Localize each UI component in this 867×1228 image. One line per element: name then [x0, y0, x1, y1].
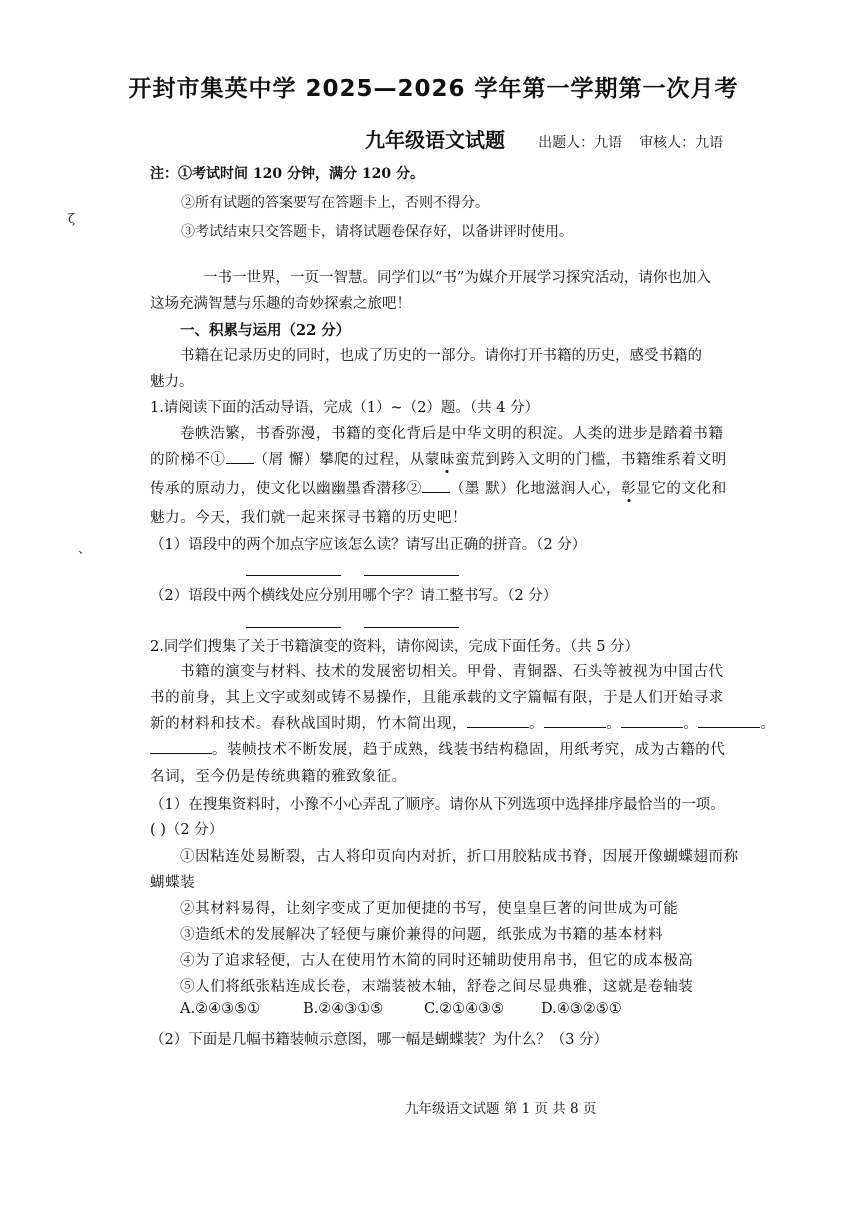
- choice-c[interactable]: C.②①④③⑤: [424, 1001, 505, 1017]
- author-label: 出题人：九语: [538, 135, 623, 151]
- scan-mark: ζ: [68, 212, 76, 227]
- text-run: （墨 默）化地滋润人心，: [449, 481, 622, 497]
- dotted-char-1: 昧: [439, 452, 456, 468]
- text-run: 显它的文化和: [636, 481, 727, 497]
- q2-passage-line-4: [150, 738, 725, 759]
- q1-passage-line-3: [150, 477, 727, 498]
- text-run: 。装帧技术不断发展，趋于成熟，线装书结构稳固，用纸考究，成为古籍的代: [212, 742, 726, 758]
- separator: 。: [760, 716, 776, 732]
- text-run: 蛮荒到跨入文明的门槛，书籍维系着文明: [455, 452, 727, 468]
- q1-passage-line-4: 魅力。今天，我们就一起来探寻书籍的历史吧！: [150, 510, 468, 526]
- choice-b[interactable]: B.②④③①⑤: [303, 1001, 384, 1017]
- q1-sub-1: （1）语段中的两个加点字应该怎么读？请写出正确的拼音。（2 分）: [150, 537, 587, 553]
- exam-subtitle: 九年级语文试题: [365, 128, 505, 152]
- separator: 。: [529, 716, 545, 732]
- intro-line-1: 一书一世界，一页一智慧。同学们以“书”为媒介开展学习探究活动，请你也加入: [203, 270, 711, 286]
- intro-line-2: 这场充满智慧与乐趣的奇妙探索之旅吧！: [150, 296, 411, 312]
- q2-passage-line-1: 书籍的演变与材料、技术的发展密切相关。甲骨、青铜器、石头等被视为中国古代: [180, 664, 724, 680]
- option-4: ④为了追求轻便，古人在使用竹木简的同时还辅助使用帛书，但它的成本极高: [180, 953, 694, 969]
- q2-sub-1-answer[interactable]: ( )（2 分）: [150, 822, 224, 838]
- option-1-line-1: ①因粘连处易断裂，古人将印页向内对折，折口用胶粘成书脊，因展开像蝴蝶翅而称: [180, 849, 739, 865]
- section-1-heading: 一、积累与运用（22 分）: [180, 322, 351, 339]
- q1-sub-2: （2）语段中两个横线处应分别用哪个字？请工整书写。（2 分）: [150, 588, 558, 604]
- answer-line[interactable]: [246, 575, 341, 576]
- fill-blank-2[interactable]: [422, 478, 450, 493]
- sentence-blank[interactable]: [621, 713, 683, 728]
- section-1-lead-1: 书籍在记录历史的同时，也成了历史的一部分。请你打开书籍的历史，感受书籍的: [180, 348, 702, 364]
- q1-passage-line-1: 卷帙浩繁，书香弥漫，书籍的变化背后是中华文明的积淀。人类的进步是踏着书籍: [180, 426, 724, 442]
- option-1-line-2: 蝴蝶装: [150, 875, 196, 891]
- answer-line[interactable]: [246, 627, 341, 628]
- q2-passage-line-3: [150, 712, 776, 733]
- choice-d[interactable]: D.④③②⑤①: [541, 1001, 622, 1017]
- text-run: 的阶梯不①: [150, 452, 226, 468]
- exam-title: 开封市集英中学 2025—2026 学年第一学期第一次月考: [128, 76, 739, 102]
- answer-line[interactable]: [364, 575, 459, 576]
- sentence-blank[interactable]: [467, 713, 529, 728]
- sentence-blank[interactable]: [544, 713, 606, 728]
- section-1-lead-2: 魅力。: [150, 374, 194, 390]
- note-1: 注：①考试时间 120 分钟，满分 120 分。: [150, 166, 424, 182]
- page-footer: 九年级语文试题 第 1 页 共 8 页: [405, 1101, 597, 1117]
- q2-passage-line-5: 名词，至今仍是传统典籍的雅致象征。: [150, 769, 407, 785]
- option-3: ③造纸术的发展解决了轻便与廉价兼得的问题，纸张成为书籍的基本材料: [180, 927, 664, 943]
- scan-mark: 、: [78, 542, 92, 557]
- subtitle-row: [365, 124, 723, 153]
- note-3: ③考试结束只交答题卡，请将试题卷保存好，以备讲评时使用。: [181, 224, 573, 240]
- separator: 。: [606, 716, 622, 732]
- note-2: ②所有试题的答案要写在答题卡上，否则不得分。: [181, 195, 489, 211]
- q2-sub-2: （2）下面是几幅书籍装帧示意图，哪一幅是蝴蝶装？为什么？（3 分）: [150, 1032, 609, 1048]
- q2-stem: 2.同学们搜集了关于书籍演变的资料，请你阅读，完成下面任务。（共 5 分）: [150, 639, 640, 655]
- text-run: （屑 懈）攀爬的过程，从蒙: [253, 452, 440, 468]
- dotted-char-2: 彰: [621, 481, 637, 497]
- q2-passage-line-2: 书的前身，其上文字或刻或铸不易操作，且能承载的文字篇幅有限，于是人们开始寻求: [150, 690, 724, 706]
- answer-line[interactable]: [364, 627, 459, 628]
- exam-notes: [150, 160, 573, 247]
- separator: 。: [683, 716, 699, 732]
- q1-passage-line-2: [150, 448, 727, 469]
- choice-a[interactable]: A.②④③⑤①: [180, 1001, 261, 1017]
- q2-sub-1: （1）在搜集资料时，小豫不小心弄乱了顺序。请你从下列选项中选择排序最恰当的一项。: [150, 797, 725, 813]
- sentence-blank[interactable]: [150, 739, 212, 754]
- text-run: 新的材料和技术。春秋战国时期，竹木简出现，: [150, 716, 468, 732]
- sentence-blank[interactable]: [698, 713, 760, 728]
- option-5: ⑤人们将纸张粘连成长卷，末端装被木轴，舒卷之间尽显典雅，这就是卷轴装: [180, 979, 694, 995]
- fill-blank-1[interactable]: [226, 449, 254, 464]
- option-2: ②其材料易得，让刻字变成了更加便捷的书写，使皇皇巨著的问世成为可能: [180, 901, 679, 917]
- text-run: 传承的原动力，使文化以幽幽墨香潜移②: [150, 481, 422, 497]
- reviewer-label: 审核人：九语: [639, 135, 724, 151]
- q1-stem: 1.请阅读下面的活动导语，完成（1）~（2）题。（共 4 分）: [150, 400, 540, 416]
